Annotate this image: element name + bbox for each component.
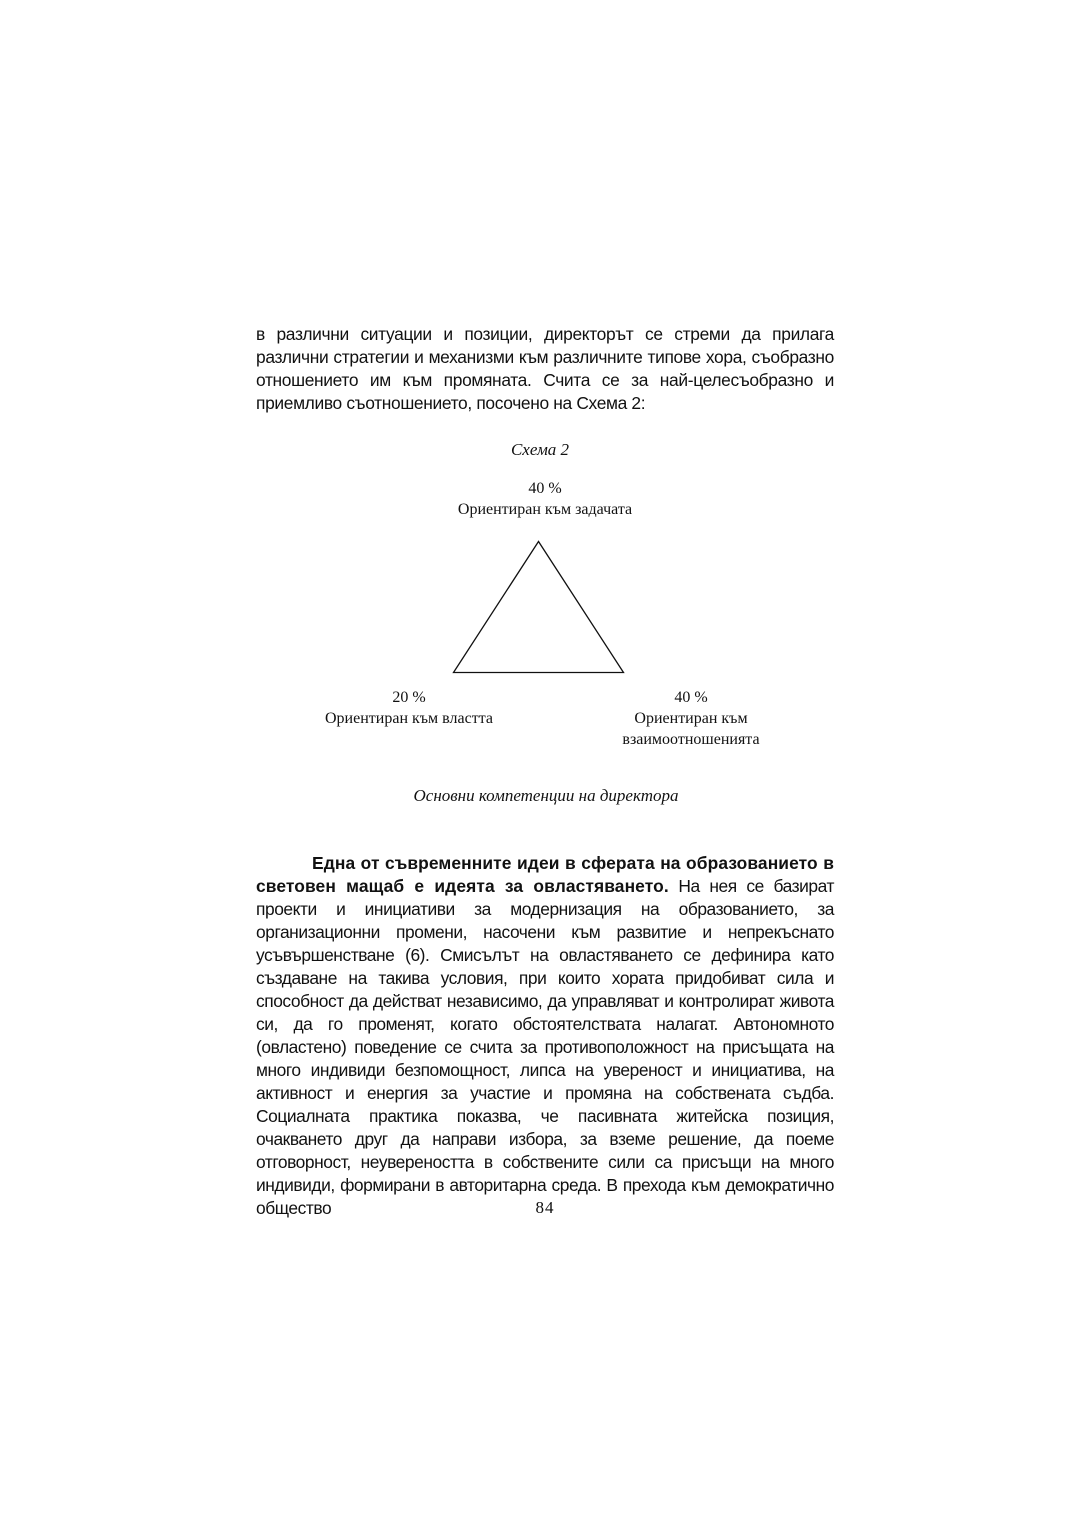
top-label-text: Ориентиран към задачата: [457, 501, 633, 518]
top-vertex-label: [400, 478, 690, 520]
triangle-diagram: [440, 530, 640, 680]
right-label-line1: Ориентиран към: [634, 710, 748, 727]
top-percent: 40 %: [528, 480, 562, 497]
scheme-title: Схема 2: [510, 440, 570, 459]
left-percent: 20 %: [392, 689, 426, 706]
left-label-text: Ориентиран към властта: [325, 710, 493, 727]
bold-lead: Една от съвременните идеи в сферата на образованието в световен мащаб е идеята за овластяването.: [256, 853, 834, 896]
left-vertex-label: [300, 687, 518, 729]
right-percent: 40 %: [674, 689, 708, 706]
body-rest: На нея се базират проекти и инициативи за модернизация на образованието, за организационни промени, насочени към развитие и непрекъснато усъвършенстване (6). Смисълът на овластяването се дефинира като създаване на такива условия, при които хората придобиват сила и способност да действат независимо, да управляват и контролират живота си, да го променят, когато обстоятелствата налагат. Автономното (овластено) поведение се счита за противоположност на присъщата на много индивиди безпомощност, липса на увереност и инициатива, на активност и енергия за участие и промяна на собствената съдба. Социалната практика показва, че пасивната житейска позиция, очакването друг да направи избора, за вземе решение, да поеме отговорност, неувереността в собствените сили са присъщи на много индивиди, формирани в авторитарна среда. В прехода към демократично общество: [256, 876, 835, 1218]
body-text: [256, 852, 834, 1220]
intro-paragraph: [256, 323, 834, 415]
intro-text: в различни ситуации и позиции, директорът се стреми да прилага различни стратегии и механизми към различните типове хора, съобразно отношението им към промяната. Счита се за най-целесъобразно и приемливо съотношението, посочено на Схема 2:: [256, 324, 834, 413]
right-label-line2: взаимоотношенията: [622, 731, 760, 748]
page-number: 84: [535, 1198, 555, 1217]
scheme-caption: Основни компетенции на директора: [413, 786, 679, 805]
right-vertex-label: [588, 687, 794, 750]
body-paragraph: [256, 852, 834, 1220]
triangle-shape: [454, 542, 624, 673]
